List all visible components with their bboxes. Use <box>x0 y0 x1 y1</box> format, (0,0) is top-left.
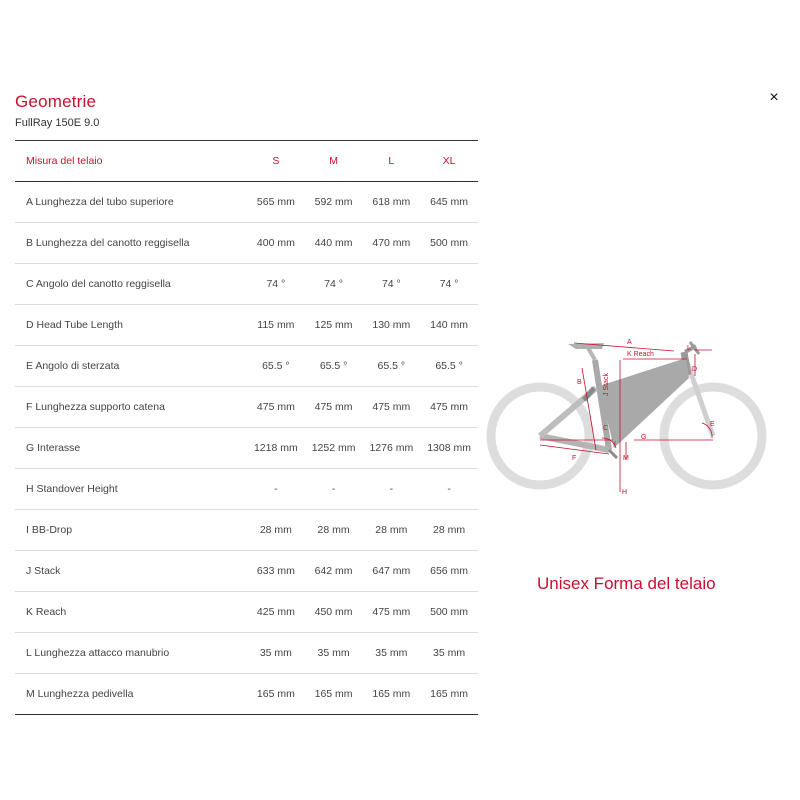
measurement-value: 440 mm <box>305 223 363 264</box>
measurement-value: 565 mm <box>247 182 305 223</box>
measurement-label: I BB-Drop <box>15 510 247 551</box>
chain-stay <box>540 436 609 450</box>
measurement-value: 165 mm <box>247 674 305 715</box>
measurement-value: 1276 mm <box>362 428 420 469</box>
table-row <box>15 428 478 469</box>
measurement-value: 65.5 ° <box>305 346 363 387</box>
measurement-value: 165 mm <box>362 674 420 715</box>
label-l: L <box>687 345 691 352</box>
measurement-value: - <box>362 469 420 510</box>
measurement-value: - <box>247 469 305 510</box>
table-row <box>15 346 478 387</box>
measurement-value: 400 mm <box>247 223 305 264</box>
label-f: F <box>572 455 577 462</box>
measurement-value: 130 mm <box>362 305 420 346</box>
measurement-label: J Stack <box>15 551 247 592</box>
measurement-label: E Angolo di sterzata <box>15 346 247 387</box>
measurement-value: 618 mm <box>362 182 420 223</box>
measurement-label: M Lunghezza pedivella <box>15 674 247 715</box>
measurement-value: 35 mm <box>420 633 478 674</box>
column-header-s: S <box>247 141 305 182</box>
measurement-value: 65.5 ° <box>420 346 478 387</box>
measurement-value: 592 mm <box>305 182 363 223</box>
label-c: C <box>603 425 609 432</box>
measurement-value: 28 mm <box>420 510 478 551</box>
table-row <box>15 592 478 633</box>
measurement-label: F Lunghezza supporto catena <box>15 387 247 428</box>
measurement-value: 65.5 ° <box>247 346 305 387</box>
measurement-value: 74 ° <box>362 264 420 305</box>
measurement-value: 74 ° <box>420 264 478 305</box>
crank-arm <box>609 450 617 458</box>
label-k-reach: K Reach <box>627 351 654 358</box>
measurement-value: 1218 mm <box>247 428 305 469</box>
label-e: E <box>710 421 715 428</box>
measurement-value: 470 mm <box>362 223 420 264</box>
measurement-value: - <box>420 469 478 510</box>
frame-type-caption: Unisex Forma del telaio <box>537 574 716 593</box>
measurement-label: B Lunghezza del canotto reggisella <box>15 223 247 264</box>
measurement-label: L Lunghezza attacco manubrio <box>15 633 247 674</box>
measurement-value: 115 mm <box>247 305 305 346</box>
label-h: H <box>622 489 628 496</box>
label-g: G <box>641 434 647 441</box>
label-b: B <box>577 379 582 386</box>
label-a: A <box>627 339 632 346</box>
table-row <box>15 551 478 592</box>
measurement-value: 165 mm <box>305 674 363 715</box>
measurement-label: K Reach <box>15 592 247 633</box>
measurement-value: 500 mm <box>420 223 478 264</box>
column-header-frame-size: Misura del telaio <box>15 141 247 182</box>
measurement-value: 656 mm <box>420 551 478 592</box>
measurement-value: 74 ° <box>305 264 363 305</box>
table-row <box>15 223 478 264</box>
table-row <box>15 264 478 305</box>
measurement-value: 633 mm <box>247 551 305 592</box>
table-row <box>15 674 478 715</box>
measurement-label: C Angolo del canotto reggisella <box>15 264 247 305</box>
label-d: D <box>692 366 698 373</box>
measurement-value: 500 mm <box>420 592 478 633</box>
measurement-value: 475 mm <box>362 592 420 633</box>
column-header-l: L <box>362 141 420 182</box>
table-row <box>15 633 478 674</box>
measurement-value: 165 mm <box>420 674 478 715</box>
table-row <box>15 510 478 551</box>
measurement-value: 1252 mm <box>305 428 363 469</box>
measurement-value: 1308 mm <box>420 428 478 469</box>
label-j-stack: J Stack <box>603 373 610 396</box>
table-row <box>15 305 478 346</box>
column-header-m: M <box>305 141 363 182</box>
measurement-value: 35 mm <box>247 633 305 674</box>
measurement-value: 475 mm <box>305 387 363 428</box>
close-icon[interactable]: × <box>769 89 779 106</box>
measurement-value: 425 mm <box>247 592 305 633</box>
measurement-label: G Interasse <box>15 428 247 469</box>
measurement-value: 645 mm <box>420 182 478 223</box>
table-row <box>15 387 478 428</box>
table-row <box>15 182 478 223</box>
measurement-value: 475 mm <box>362 387 420 428</box>
measurement-value: 140 mm <box>420 305 478 346</box>
measurement-value: 28 mm <box>362 510 420 551</box>
column-header-xl: XL <box>420 141 478 182</box>
measurement-value: 125 mm <box>305 305 363 346</box>
label-i: I <box>614 441 616 448</box>
table-row <box>15 469 478 510</box>
measurement-value: 28 mm <box>305 510 363 551</box>
label-m: M <box>623 455 629 462</box>
measurement-label: H Standover Height <box>15 469 247 510</box>
measurement-value: 642 mm <box>305 551 363 592</box>
measurement-value: 35 mm <box>305 633 363 674</box>
measurement-value: 65.5 ° <box>362 346 420 387</box>
measurement-label: D Head Tube Length <box>15 305 247 346</box>
page-title: Geometrie <box>15 92 97 111</box>
measurement-value: 450 mm <box>305 592 363 633</box>
table-header-row <box>15 141 478 182</box>
measurement-value: 35 mm <box>362 633 420 674</box>
measurement-value: 28 mm <box>247 510 305 551</box>
model-name: FullRay 150E 9.0 <box>15 117 100 129</box>
bike-geometry-diagram <box>484 330 774 510</box>
measurement-value: - <box>305 469 363 510</box>
measurement-value: 475 mm <box>420 387 478 428</box>
measurement-label: A Lunghezza del tubo superiore <box>15 182 247 223</box>
measurement-value: 647 mm <box>362 551 420 592</box>
measurement-value: 74 ° <box>247 264 305 305</box>
measurement-value: 475 mm <box>247 387 305 428</box>
geometry-table <box>15 140 478 715</box>
